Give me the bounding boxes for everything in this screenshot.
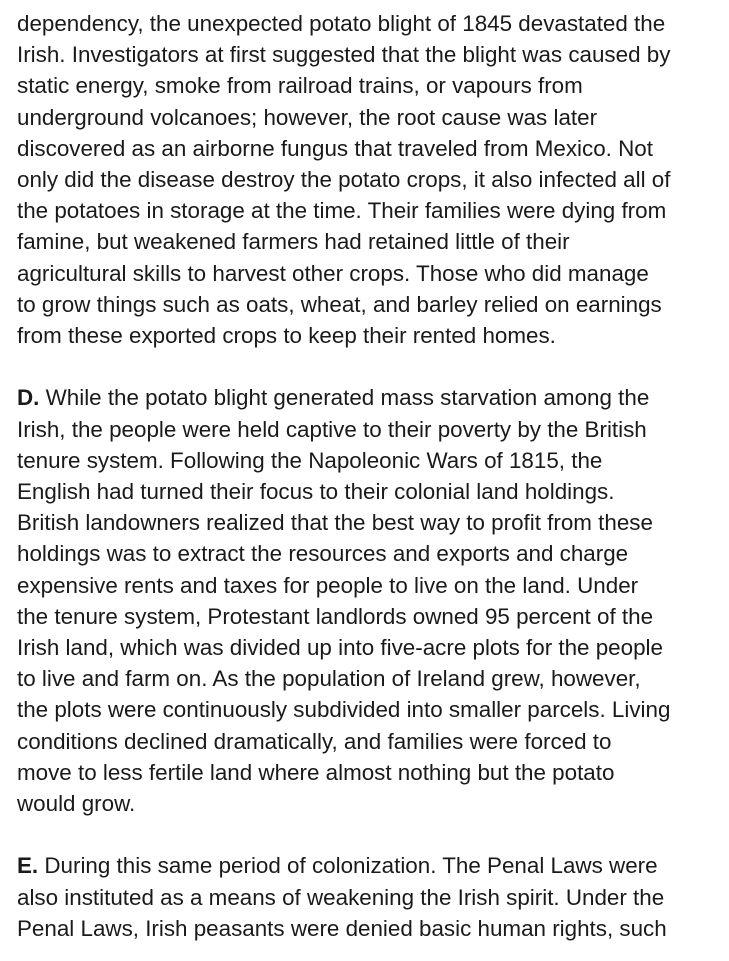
text-line: the potatoes in storage at the time. Their families were dying from [17,198,667,224]
text-line: would grow. [17,791,136,817]
paragraph-e [17,850,717,944]
text-line: the plots were continuously subdivided into smaller parcels. Living [17,697,671,723]
paragraph-d [17,382,717,819]
paragraph-letter: E. [17,853,39,879]
text-line: English had turned their focus to their colonial land holdings. [17,479,615,505]
text-line [17,382,717,413]
paragraph-letter: D. [17,385,40,411]
text-line: from these exported crops to keep their rented homes. [17,323,556,349]
paragraph-c-continuation [17,8,717,351]
document-page [17,8,717,944]
text-line: underground volcanoes; however, the root cause was later [17,104,598,130]
text-line: to grow things such as oats, wheat, and barley relied on earnings [17,291,662,317]
text-line: move to less fertile land where almost nothing but the potato [17,759,615,785]
text-line: discovered as an airborne fungus that traveled from Mexico. Not [17,135,653,161]
text-line: Irish, the people were held captive to their poverty by the British [17,416,647,442]
text-line: dependency, the unexpected potato blight of 1845 devastated the [17,11,666,36]
text-line: Irish. Investigators at first suggested that the blight was caused by [17,42,671,68]
text-line: expensive rents and taxes for people to live on the land. Under [17,572,639,598]
text-line: conditions declined dramatically, and families were forced to [17,728,612,754]
text-line: static energy, smoke from railroad trains, or vapours from [17,73,583,99]
text-line: British landowners realized that the best way to profit from these [17,510,653,536]
text-line: the tenure system, Protestant landlords owned 95 percent of the [17,603,654,629]
text-line: also instituted as a means of weakening the Irish spirit. Under the [17,884,665,910]
text-line: tenure system. Following the Napoleonic Wars of 1815, the [17,447,603,473]
paragraph-spacer [17,819,717,850]
paragraph-spacer [17,351,717,382]
text-line [17,850,717,881]
text-line: Penal Laws, Irish peasants were denied basic human rights, such [17,915,667,941]
text-line: to live and farm on. As the population of Ireland grew, however, [17,666,641,692]
text-line: holdings was to extract the resources and exports and charge [17,541,629,567]
text-line: agricultural skills to harvest other crops. Those who did manage [17,260,649,286]
text-line-rest: While the potato blight generated mass starvation among the [39,385,650,411]
text-line: Irish land, which was divided up into five-acre plots for the people [17,635,663,661]
text-line-rest: During this same period of colonization. The Penal Laws were [38,853,658,879]
text-line: only did the disease destroy the potato crops, it also infected all of [17,167,671,193]
text-line: famine, but weakened farmers had retained little of their [17,229,570,255]
